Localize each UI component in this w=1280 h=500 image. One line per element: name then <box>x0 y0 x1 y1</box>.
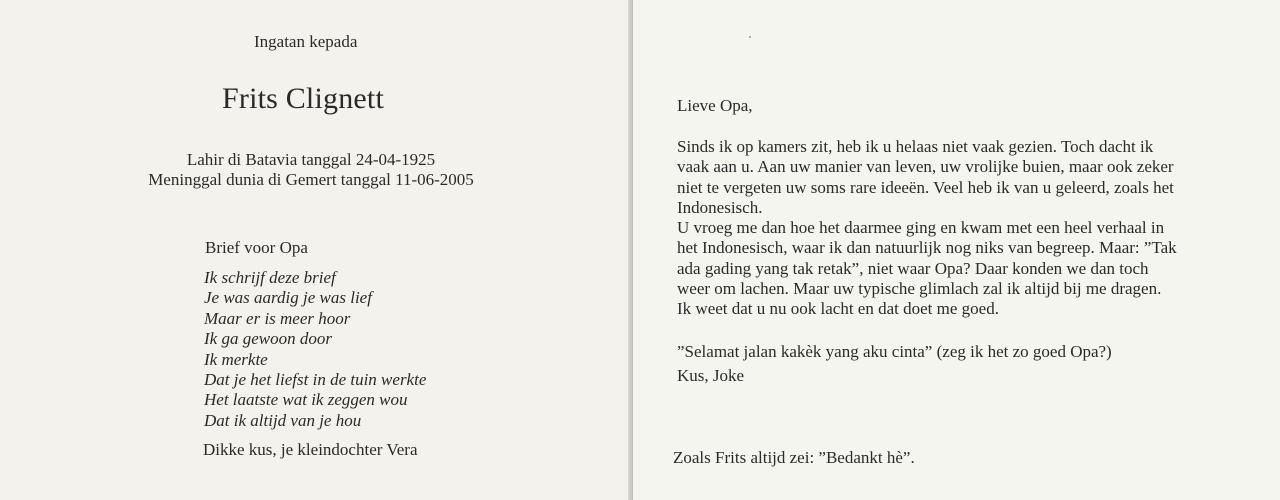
letter-line: U vroeg me dan hoe het daarmee ging en kwam met een heel verhaal in <box>677 218 1165 238</box>
poem <box>204 268 426 431</box>
right-page <box>632 0 1280 500</box>
letter-line: ada gading yang tak retak”, niet waar Opa? Daar konden we dan toch <box>677 258 1149 278</box>
letter-line: vaak aan u. Aan uw manier van leven, uw vrolijke buien, maar ook zeker <box>677 157 1174 177</box>
letter-paragraph <box>677 137 1177 320</box>
poem-line: Je was aardig je was lief <box>204 288 372 308</box>
deceased-name: Frits Clignett <box>222 82 384 115</box>
birth-line: Lahir di Batavia tanggal 24-04-1925 <box>186 150 436 169</box>
letter-line: Indonesisch. <box>677 197 763 217</box>
letter-footer: Zoals Frits altijd zei: ”Bedankt hè”. <box>673 448 915 467</box>
life-dates <box>130 150 492 190</box>
letter-greeting: Lieve Opa, <box>677 96 753 115</box>
poem-line: Ik ga gewoon door <box>204 329 332 349</box>
letter-line: Sinds ik op kamers zit, heb ik u helaas niet vaak gezien. Toch dacht ik <box>677 137 1154 156</box>
poem-line: Het laatste wat ik zeggen wou <box>204 390 408 410</box>
paper-speck <box>749 36 751 38</box>
death-line: Meninggal dunia di Gemert tanggal 11-06-2005 <box>148 170 474 189</box>
left-page <box>0 0 631 500</box>
letter-line: niet te vergeten uw soms rare ideeën. Veel heb ik van u geleerd, zoals het <box>677 177 1174 197</box>
letter-line: weer om lachen. Maar uw typische glimlach zal ik altijd bij me dragen. <box>677 279 1162 299</box>
letter-quote: ”Selamat jalan kakèk yang aku cinta” (zeg ik het zo goed Opa?) <box>677 342 1112 361</box>
poem-signature: Dikke kus, je kleindochter Vera <box>203 440 418 459</box>
card-heading: Ingatan kepada <box>254 32 358 51</box>
letter-line: Ik weet dat u nu ook lacht en dat doet me goed. <box>677 299 999 319</box>
letter-line: het Indonesisch, waar ik dan natuurlijk nog niks van begreep. Maar: ”Tak <box>677 238 1177 258</box>
letter-closing: Kus, Joke <box>677 366 745 385</box>
poem-line: Ik merkte <box>204 349 268 369</box>
poem-line: Ik schrijf deze brief <box>204 268 336 287</box>
poem-line: Dat je het liefst in de tuin werkte <box>204 370 427 390</box>
poem-line: Dat ik altijd van je hou <box>204 410 362 430</box>
poem-line: Maar er is meer hoor <box>204 308 351 328</box>
poem-title: Brief voor Opa <box>205 238 308 257</box>
